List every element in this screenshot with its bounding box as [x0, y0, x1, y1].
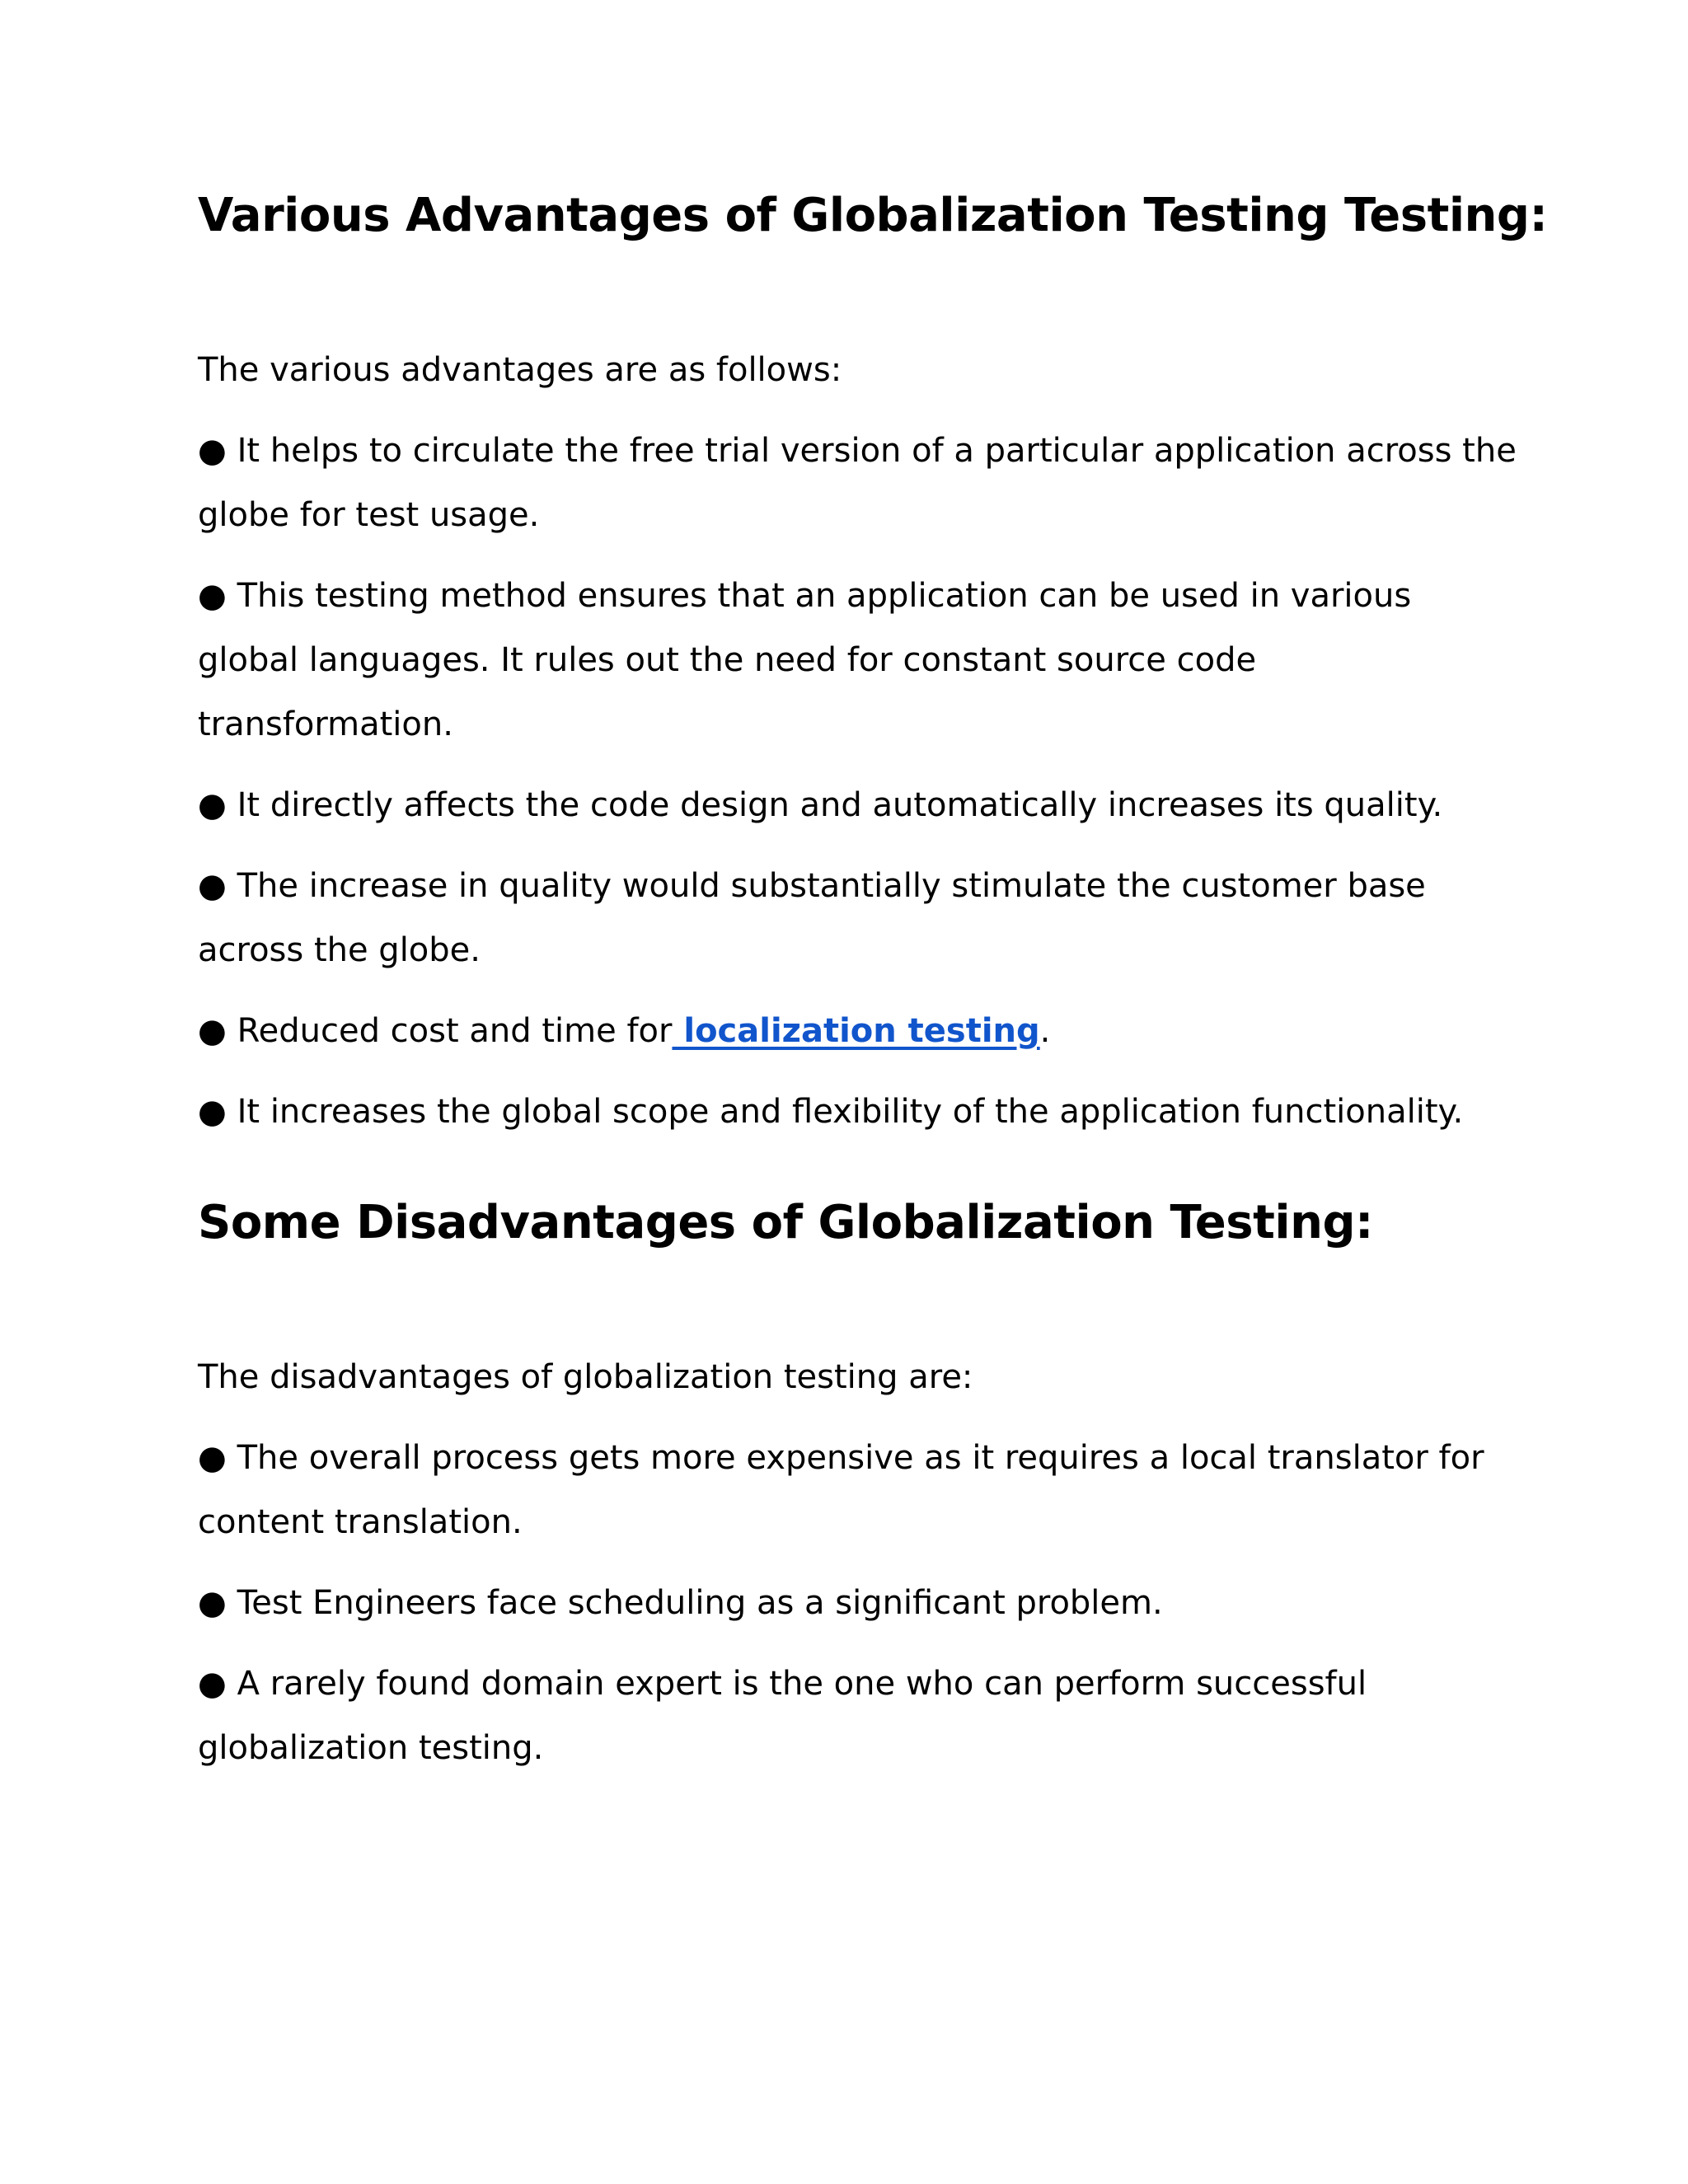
- bullet-icon: ●: [198, 1012, 227, 1051]
- advantages-heading: Various Advantages of Globalization Testing Testing:: [198, 189, 1548, 242]
- bullet-icon: ●: [198, 1439, 227, 1478]
- advantage-item-6: [198, 1080, 1517, 1144]
- advantage-item-text: It increases the global scope and flexibility of the application functionality.: [237, 1093, 1464, 1132]
- bullet-icon: ●: [198, 1584, 227, 1623]
- bullet-icon: ●: [198, 867, 227, 906]
- disadvantage-item-text: A rarely found domain expert is the one who can perform successful globalization testing.: [198, 1665, 1367, 1768]
- bullet-icon: ●: [198, 1093, 227, 1132]
- disadvantage-item-text: The overall process gets more expensive as it requires a local translator for content translation.: [198, 1439, 1484, 1542]
- advantage-item-1: [198, 419, 1517, 547]
- disadvantage-item-3: [198, 1652, 1517, 1780]
- advantage-item-text: It directly affects the code design and automatically increases its quality.: [237, 786, 1443, 825]
- advantage-item-suffix: .: [1039, 1012, 1051, 1051]
- advantage-item-text: This testing method ensures that an application can be used in various global languages. It rules out the need for constant source code transformation.: [198, 577, 1412, 744]
- disadvantages-intro: The disadvantages of globalization testing are:: [198, 1358, 973, 1397]
- disadvantage-item-text: Test Engineers face scheduling as a significant problem.: [237, 1584, 1163, 1623]
- advantage-item-5: [198, 999, 1517, 1063]
- advantage-item-text: Reduced cost and time for: [237, 1012, 673, 1051]
- advantages-intro: The various advantages are as follows:: [198, 351, 842, 390]
- bullet-icon: ●: [198, 786, 227, 825]
- bullet-icon: ●: [198, 1665, 227, 1704]
- disadvantages-heading: Some Disadvantages of Globalization Testing:: [198, 1196, 1373, 1250]
- document-content: [198, 188, 1548, 1780]
- advantage-item-text: It helps to circulate the free trial version of a particular application across the globe for test usage.: [198, 432, 1517, 535]
- localization-testing-link[interactable]: localization testing: [672, 1012, 1040, 1051]
- advantage-item-text: The increase in quality would substantially stimulate the customer base across the globe.: [198, 867, 1426, 970]
- bullet-icon: ●: [198, 577, 227, 616]
- disadvantage-item-1: [198, 1426, 1517, 1554]
- bullet-icon: ●: [198, 432, 227, 471]
- advantage-item-3: [198, 773, 1517, 837]
- advantage-item-4: [198, 854, 1517, 982]
- disadvantage-item-2: [198, 1571, 1517, 1635]
- advantage-item-2: [198, 564, 1517, 757]
